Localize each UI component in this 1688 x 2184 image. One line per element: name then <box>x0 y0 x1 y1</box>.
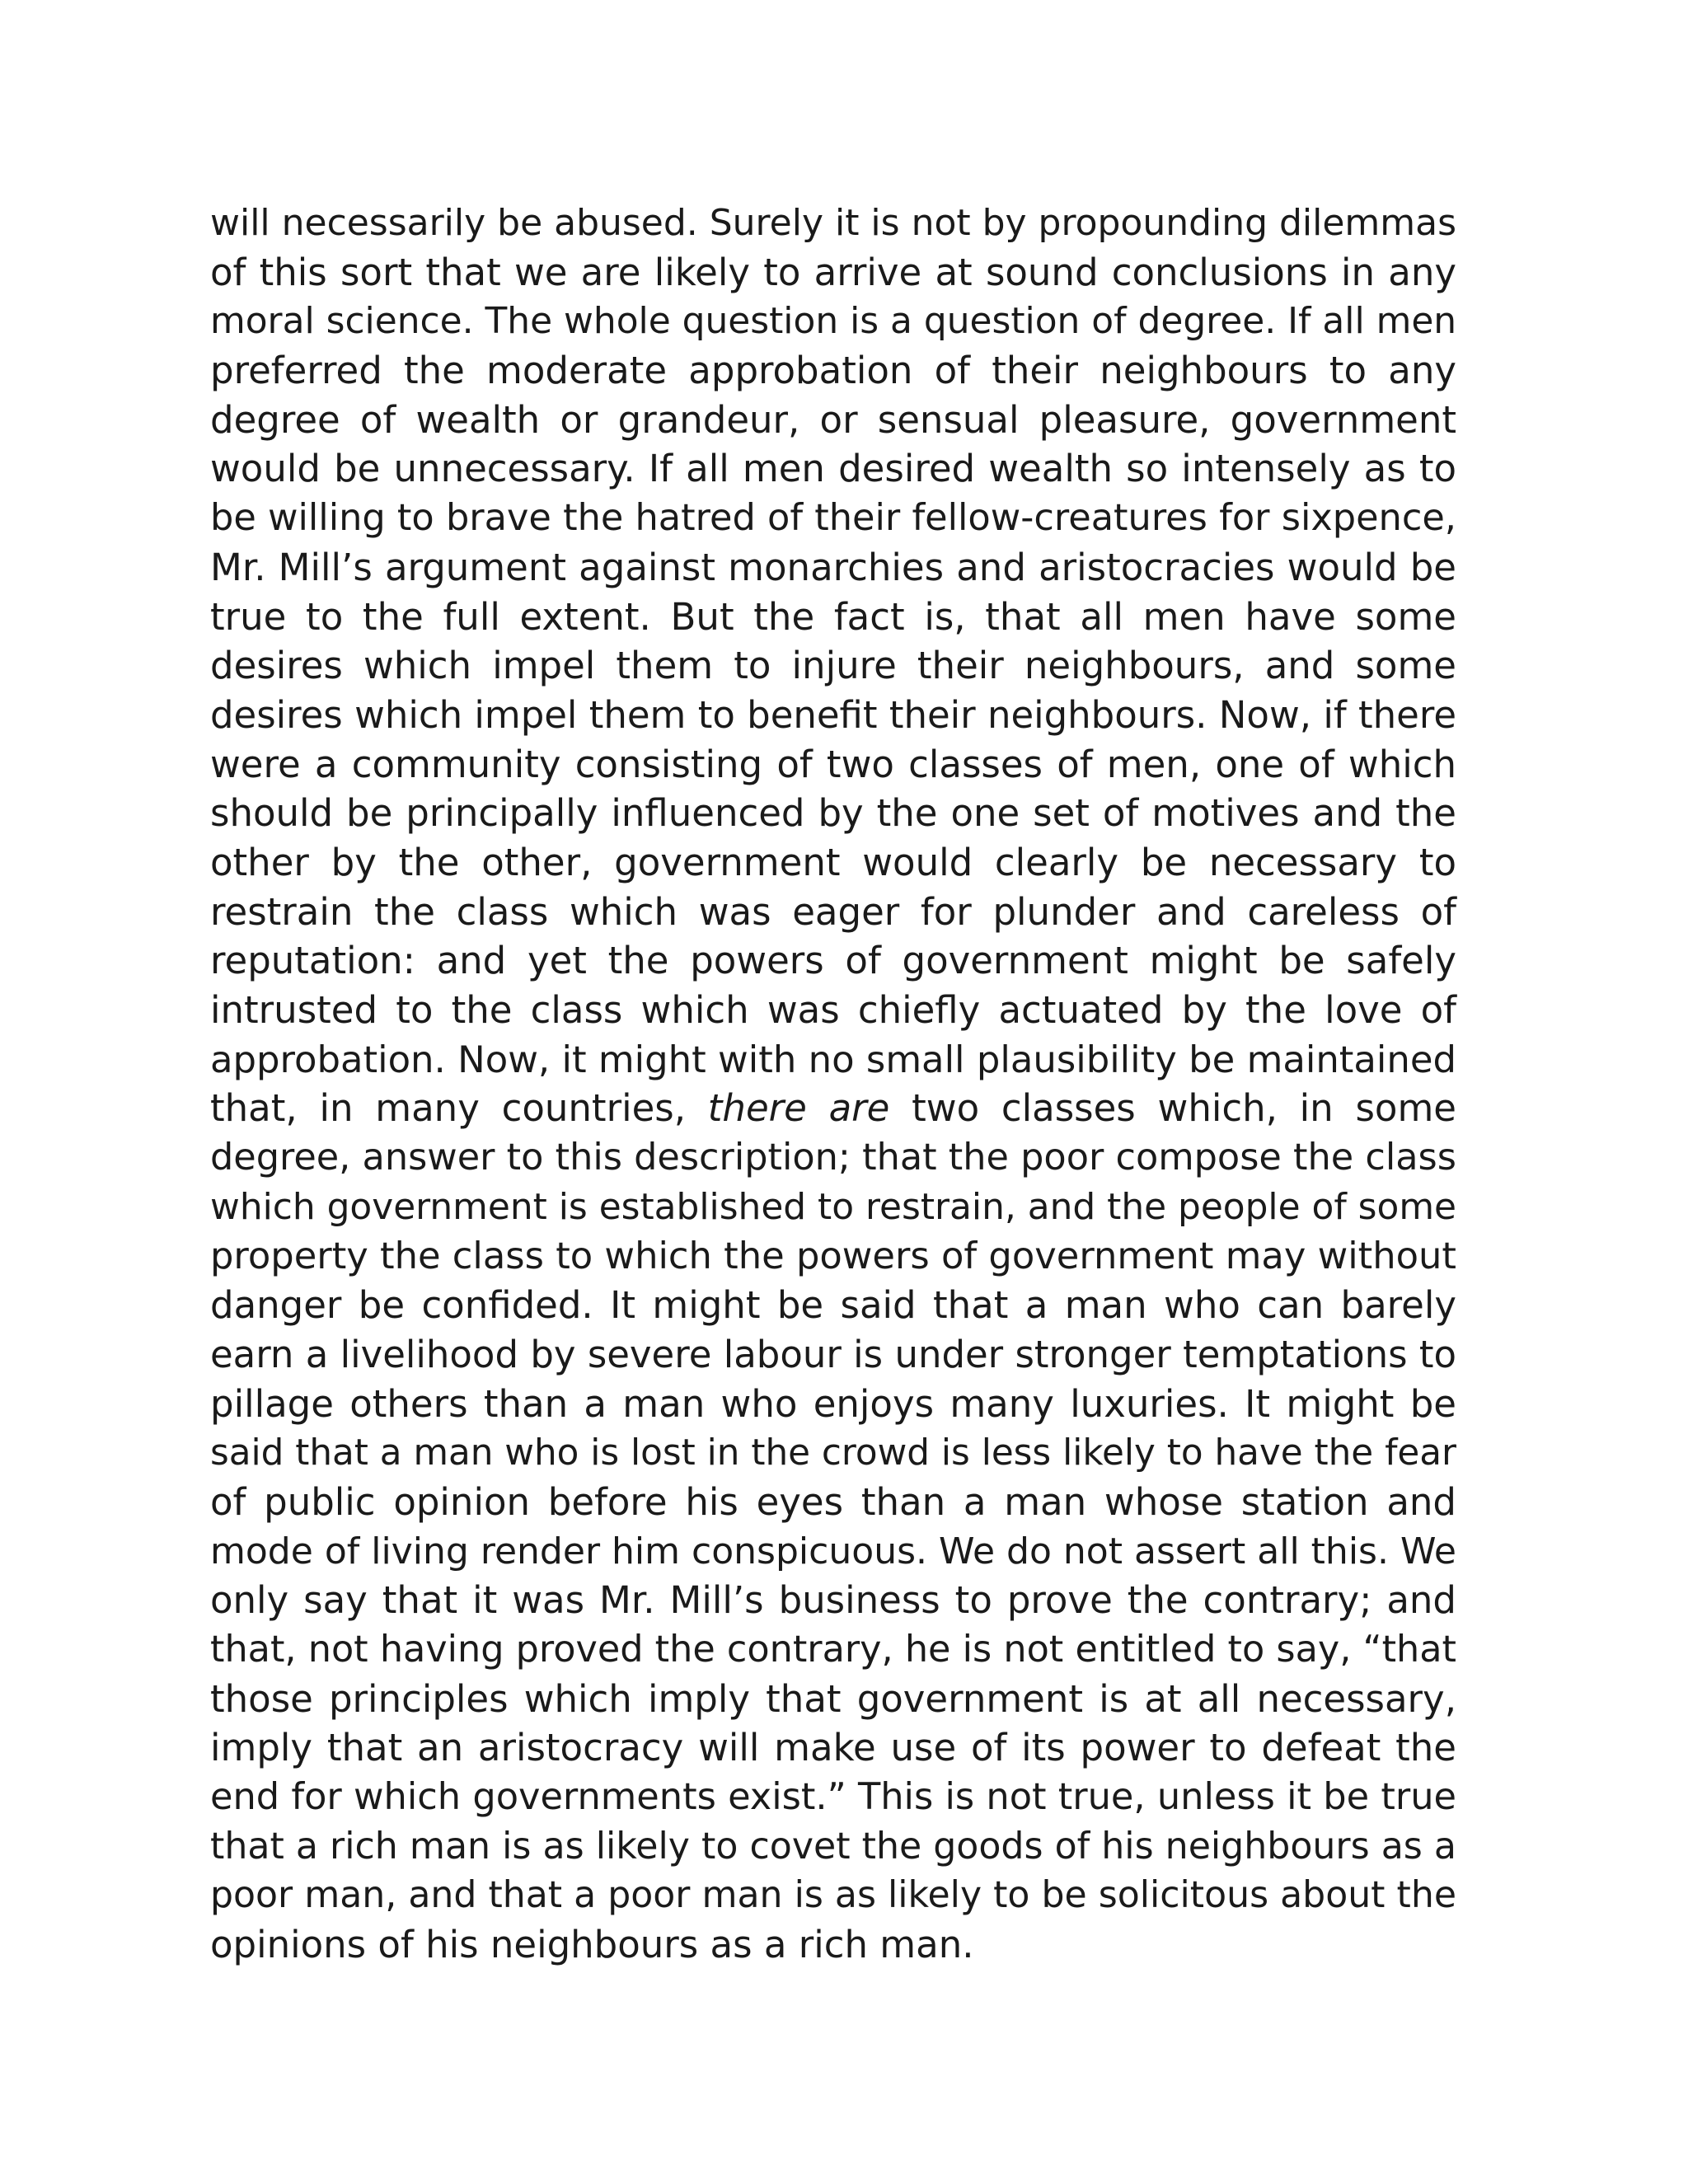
text-line: degree of wealth or grandeur, or sensual pleasure, government <box>210 397 1456 442</box>
text-line-with-emphasis <box>210 1084 1456 1133</box>
text-line: desires which impel them to injure their neighbours, and some <box>210 644 1456 688</box>
text-line: should be principally influenced by the one set of motives and the <box>210 791 1456 836</box>
text-line: said that a man who is lost in the crowd is less likely to have the fear <box>210 1432 1456 1474</box>
text-line: which government is established to restrain, and the people of some <box>210 1185 1456 1228</box>
text-line: intrusted to the class which was chiefly actuated by the love of <box>210 988 1456 1032</box>
text-line: imply that an aristocracy will make use of its power to defeat the <box>210 1726 1456 1770</box>
text-segment: that, in many countries, <box>210 1086 708 1131</box>
text-line: danger be confided. It might be said that a man who can barely <box>210 1283 1456 1328</box>
text-line: of public opinion before his eyes than a man whose station and <box>210 1479 1456 1524</box>
text-line: that a rich man is as likely to covet the goods of his neighbours as a <box>210 1825 1456 1868</box>
text-line: desires which impel them to benefit their neighbours. Now, if there <box>210 692 1456 737</box>
text-line: reputation: and yet the powers of government might be safely <box>210 939 1456 983</box>
emphasis-text: there are <box>707 1086 890 1131</box>
text-line: Mr. Mill’s argument against monarchies and aristocracies would be <box>210 545 1456 589</box>
text-segment: two classes which, in some <box>889 1086 1456 1131</box>
text-line: end for which governments exist.” This is not true, unless it be true <box>210 1775 1456 1818</box>
text-line: poor man, and that a poor man is as likely to be solicitous about the <box>210 1874 1456 1917</box>
text-line: mode of living render him conspicuous. We do not assert all this. We <box>210 1530 1456 1572</box>
text-line: that, not having proved the contrary, he is not entitled to say, “that <box>210 1627 1456 1671</box>
text-line-final: opinions of his neighbours as a rich man. <box>210 1923 974 1967</box>
text-line: degree, answer to this description; that the poor compose the class <box>210 1136 1456 1179</box>
text-line: pillage others than a man who enjoys many luxuries. It might be <box>210 1381 1456 1426</box>
text-line: only say that it was Mr. Mill’s business to prove the contrary; and <box>210 1578 1456 1623</box>
text-line: of this sort that we are likely to arrive at sound conclusions in any <box>210 250 1456 294</box>
text-line: preferred the moderate approbation of their neighbours to any <box>210 349 1456 393</box>
text-line: approbation. Now, it might with no small plausibility be maintained <box>210 1037 1456 1081</box>
text-line: those principles which imply that government is at all necessary, <box>210 1676 1456 1721</box>
text-line: were a community consisting of two classes of men, one of which <box>210 742 1456 786</box>
body-text <box>210 199 1456 1970</box>
text-line: property the class to which the powers of government may without <box>210 1234 1456 1278</box>
text-line: true to the full extent. But the fact is, that all men have some <box>210 594 1456 639</box>
text-line: moral science. The whole question is a question of degree. If all men <box>210 300 1457 343</box>
text-line: earn a livelihood by severe labour is under stronger temptations to <box>210 1332 1456 1376</box>
text-line: will necessarily be abused. Surely it is not by propounding dilemmas <box>210 202 1456 244</box>
text-line: be willing to brave the hatred of their fellow-creatures for sixpence, <box>210 496 1456 540</box>
text-line: would be unnecessary. If all men desired wealth so intensely as to <box>210 447 1456 491</box>
text-line: other by the other, government would clearly be necessary to <box>210 840 1456 884</box>
text-line: restrain the class which was eager for plunder and careless of <box>210 889 1456 934</box>
